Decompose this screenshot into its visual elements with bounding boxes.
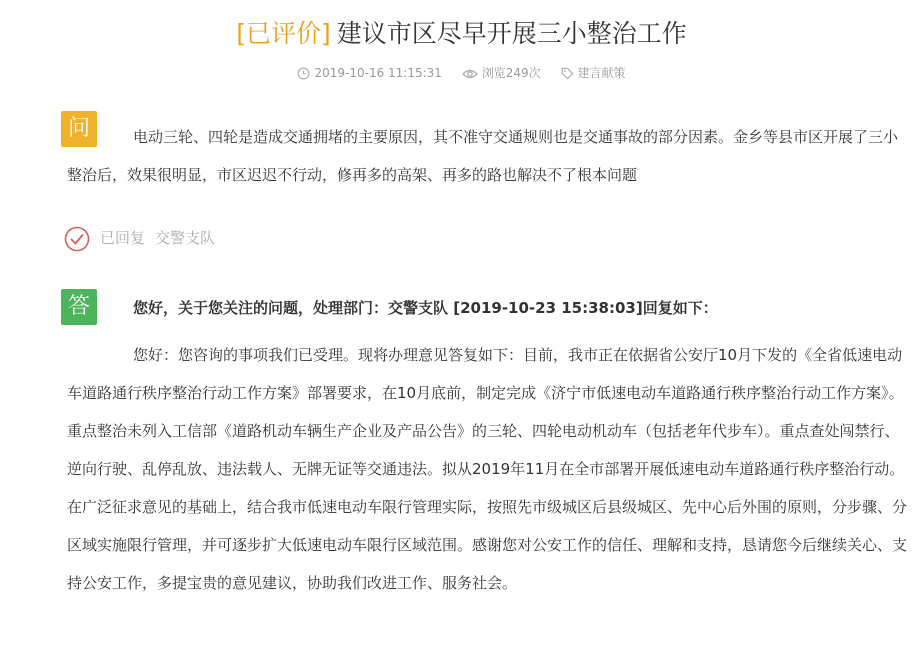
eye-icon (462, 68, 478, 80)
rated-badge: [已评价] (236, 19, 331, 48)
meta-category[interactable] (561, 63, 626, 83)
status-department: 交警支队 (155, 229, 216, 247)
question-text: 电动三轮、四轮是造成交通拥堵的主要原因，其不准守交通规则也是交通事故的部分因素。金乡等县市区开展了三小整治后，效果很明显，市区迟迟不行动，修再多的高架、再多的路也解决不了根本问题 (67, 128, 899, 184)
meta-views (462, 63, 541, 83)
reply-text: 您好：您咨询的事项我们已受理。现将办理意见答复如下：目前，我市正在依据省公安厅10月下发的《全省低速电动车道路通行秩序整治行动工作方案》部署要求，在10月底前，制定完成《济宁市低速电动车道路通行秩序整治行动工作方案》。重点整治未列入工信部《道路机动车辆生产企业及产品公告》的三轮、四轮电动机动车（包括老年代步车）。重点查处闯禁行、逆向行驶、乱停乱放、违法载人、无牌无证等交通违法。拟从2019年11月在全市部署开展低速电动车道路通行秩序整治行动。在广泛征求意见的基础上，结合我市低速电动车限行管理实际，按照先市级城区后县级城区、先中心后外围的原则，分步骤、分区域实施限行管理，并可逐步扩大低速电动车限行区域范围。感谢您对公安工作的信任、理解和支持，恳请您今后继续关心、支持公安工作，多提宝贵的意见建议，协助我们改进工作、服务社会。 (67, 346, 908, 592)
status-label: 已回复 (100, 229, 146, 247)
category-text[interactable]: 建言献策 (577, 65, 626, 80)
meta-date (297, 63, 441, 83)
title-text: 建议市区尽早开展三小整治工作 (336, 19, 687, 48)
views-text: 浏览249次 (481, 65, 541, 80)
reply-status (64, 223, 215, 253)
question-icon: 问 (61, 111, 97, 147)
clock-icon (297, 67, 310, 80)
page-title (0, 14, 923, 54)
reply-heading: 您好，关于您关注的问题，处理部门：交警支队 [2019-10-23 15:38:03]回复如下： (133, 299, 718, 317)
date-text: 2019-10-16 11:15:31 (314, 65, 442, 80)
tag-icon (561, 67, 574, 80)
check-circle-icon (64, 226, 90, 252)
answer-icon: 答 (61, 289, 97, 325)
meta-bar (0, 62, 923, 83)
